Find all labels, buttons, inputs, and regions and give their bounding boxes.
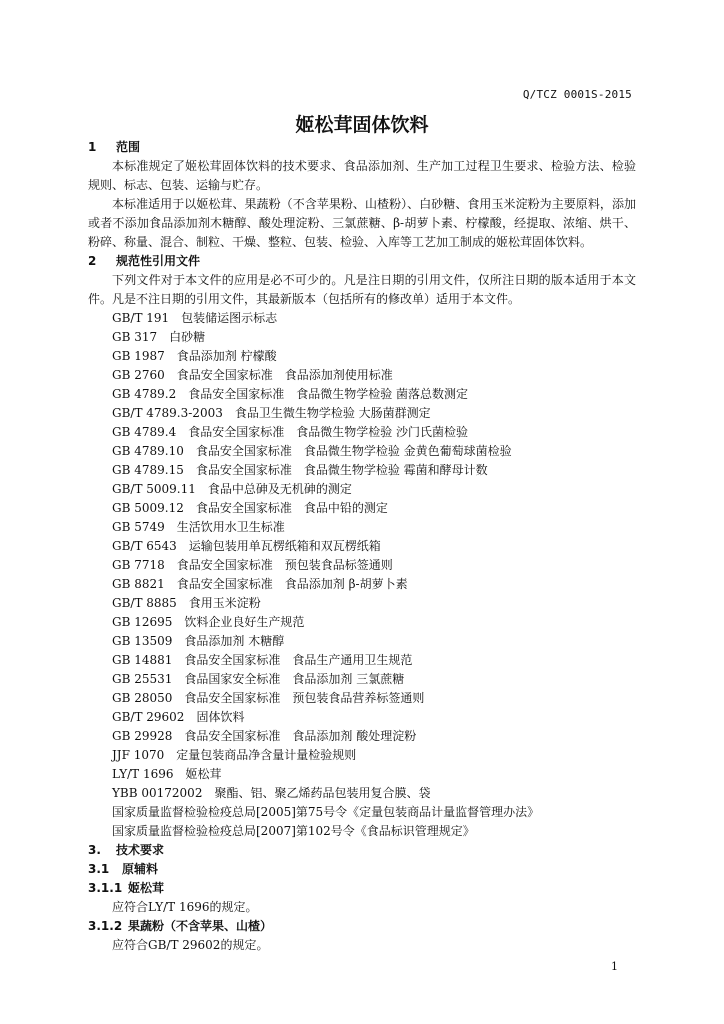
reference-item: GB/T 5009.11 食品中总砷及无机砷的测定 bbox=[112, 482, 352, 496]
section-number: 2 bbox=[88, 254, 97, 268]
reference-list bbox=[88, 309, 636, 841]
scope-paragraph-1: 本标准规定了姬松茸固体饮料的技术要求、食品添加剂、生产加工过程卫生要求、检验方法、检验规则、标志、包装、运输与贮存。 bbox=[88, 159, 636, 192]
reference-item: GB 29928 食品安全国家标准 食品添加剂 酸处理淀粉 bbox=[112, 729, 417, 743]
reference-item: GB 1987 食品添加剂 柠檬酸 bbox=[112, 349, 277, 363]
section-3-heading bbox=[88, 841, 636, 860]
references-intro-paragraph: 下列文件对于本文件的应用是必不可少的。凡是注日期的引用文件，仅所注日期的版本适用于本文件。凡是不注日期的引用文件，其最新版本（包括所有的修改单）适用于本文件。 bbox=[88, 273, 636, 306]
section-number: 3.1.2 bbox=[88, 919, 123, 933]
section-3-1-2-text: 应符合GB/T 29602的规定。 bbox=[112, 938, 269, 952]
reference-item: YBB 00172002 聚酯、铝、聚乙烯药品包装用复合膜、袋 bbox=[112, 786, 431, 800]
section-title: 范围 bbox=[116, 140, 141, 154]
reference-item: GB 4789.10 食品安全国家标准 食品微生物学检验 金黄色葡萄球菌检验 bbox=[112, 444, 512, 458]
section-1-heading bbox=[88, 138, 636, 157]
scope-paragraph-2: 本标准适用于以姬松茸、果蔬粉（不含苹果粉、山楂粉）、白砂糖、食用玉米淀粉为主要原料，添加或者不添加食品添加剂木糖醇、酸处理淀粉、三氯蔗糖、β-胡萝卜素、柠檬酸，经提取、浓缩、烘干、粉碎、称量、混合、制粒、干燥、整粒、包装、检验、入库等工艺加工制成的姬松茸固体饮料。 bbox=[88, 197, 636, 249]
reference-item: GB/T 6543 运输包装用单瓦楞纸箱和双瓦楞纸箱 bbox=[112, 539, 381, 553]
reference-item: GB 13509 食品添加剂 木糖醇 bbox=[112, 634, 285, 648]
section-title: 技术要求 bbox=[116, 843, 165, 857]
reference-item: GB 12695 饮料企业良好生产规范 bbox=[112, 615, 305, 629]
document-body bbox=[88, 138, 636, 955]
reference-item: JJF 1070 定量包装商品净含量计量检验规则 bbox=[112, 748, 357, 762]
reference-item: GB 4789.15 食品安全国家标准 食品微生物学检验 霉菌和酵母计数 bbox=[112, 463, 488, 477]
section-3-1-1-heading bbox=[88, 879, 636, 898]
reference-item: LY/T 1696 姬松茸 bbox=[112, 767, 222, 781]
reference-item: 国家质量监督检验检疫总局[2007]第102号令《食品标识管理规定》 bbox=[112, 824, 475, 838]
reference-item: GB/T 191 包装储运图示标志 bbox=[112, 311, 278, 325]
page-number: 1 bbox=[611, 960, 618, 973]
section-3-1-2-heading bbox=[88, 917, 636, 936]
reference-item: GB 7718 食品安全国家标准 预包装食品标签通则 bbox=[112, 558, 393, 572]
section-title: 规范性引用文件 bbox=[116, 254, 201, 268]
reference-item: GB 5749 生活饮用水卫生标准 bbox=[112, 520, 285, 534]
section-title: 姬松茸 bbox=[128, 881, 165, 895]
section-number: 3. bbox=[88, 843, 101, 857]
section-number: 3.1 bbox=[88, 862, 110, 876]
document-code: Q/TCZ 0001S-2015 bbox=[522, 88, 632, 101]
section-number: 1 bbox=[88, 140, 97, 154]
reference-item: GB/T 4789.3-2003 食品卫生微生物学检验 大肠菌群测定 bbox=[112, 406, 431, 420]
reference-item: GB/T 29602 固体饮料 bbox=[112, 710, 245, 724]
reference-item: 国家质量监督检验检疫总局[2005]第75号令《定量包装商品计量监督管理办法》 bbox=[112, 805, 540, 819]
reference-item: GB 25531 食品国家安全标准 食品添加剂 三氯蔗糖 bbox=[112, 672, 405, 686]
reference-item: GB 2760 食品安全国家标准 食品添加剂使用标准 bbox=[112, 368, 393, 382]
section-title: 果蔬粉（不含苹果、山楂） bbox=[128, 919, 273, 933]
reference-item: GB 317 白砂糖 bbox=[112, 330, 206, 344]
reference-item: GB 8821 食品安全国家标准 食品添加剂 β-胡萝卜素 bbox=[112, 577, 408, 591]
reference-item: GB 14881 食品安全国家标准 食品生产通用卫生规范 bbox=[112, 653, 413, 667]
section-2-heading bbox=[88, 252, 636, 271]
section-title: 原辅料 bbox=[122, 862, 159, 876]
section-3-1-1-text: 应符合LY/T 1696的规定。 bbox=[112, 900, 258, 914]
reference-item: GB 4789.4 食品安全国家标准 食品微生物学检验 沙门氏菌检验 bbox=[112, 425, 469, 439]
section-number: 3.1.1 bbox=[88, 881, 123, 895]
reference-item: GB 5009.12 食品安全国家标准 食品中铅的测定 bbox=[112, 501, 388, 515]
reference-item: GB/T 8885 食用玉米淀粉 bbox=[112, 596, 261, 610]
reference-item: GB 4789.2 食品安全国家标准 食品微生物学检验 菌落总数测定 bbox=[112, 387, 469, 401]
reference-item: GB 28050 食品安全国家标准 预包装食品营养标签通则 bbox=[112, 691, 425, 705]
document-title: 姬松茸固体饮料 bbox=[295, 114, 429, 136]
section-3-1-heading bbox=[88, 860, 636, 879]
